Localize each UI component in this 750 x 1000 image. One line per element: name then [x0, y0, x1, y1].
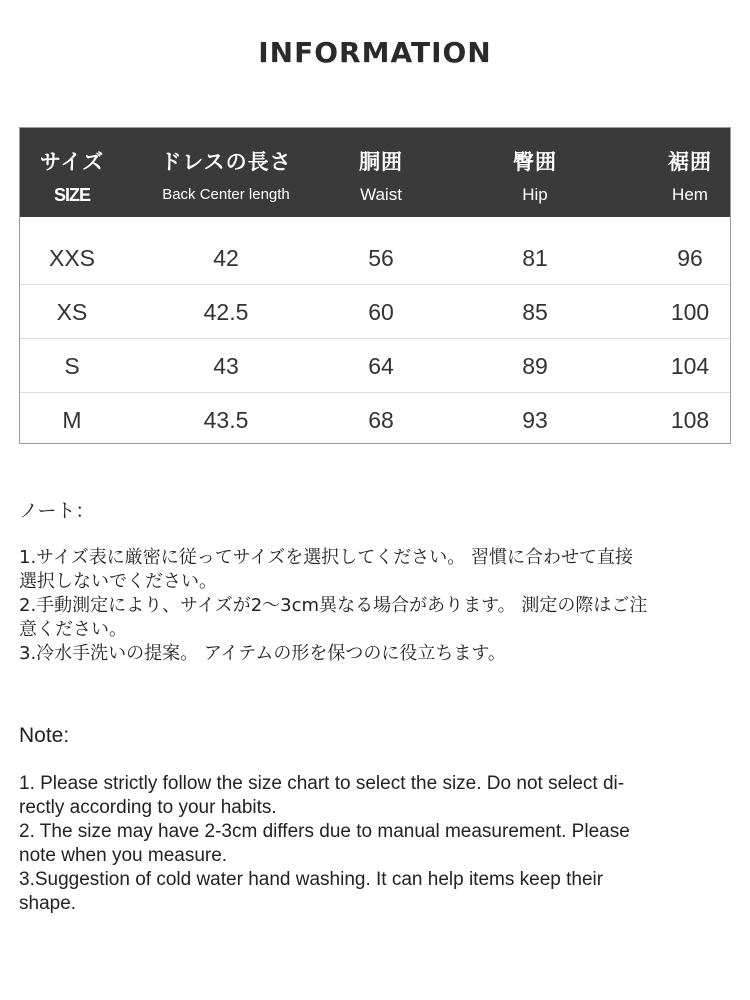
jp-note-line: 意ください。	[19, 619, 127, 640]
en-note-line: note when you measure.	[19, 845, 228, 866]
cell-hip: 81	[522, 245, 548, 271]
table-row	[20, 393, 730, 447]
cell-waist: 68	[368, 407, 394, 433]
table-header	[20, 128, 730, 217]
page-title: INFORMATION	[258, 36, 492, 69]
header-length	[124, 128, 328, 217]
header-size	[20, 128, 124, 217]
cell-size: S	[64, 353, 80, 379]
header-waist-jp: 胴囲	[359, 150, 403, 174]
cell-length: 42.5	[203, 299, 249, 325]
en-note-heading: Note:	[19, 724, 70, 747]
cell-hem: 100	[670, 299, 710, 325]
en-note-line: shape.	[19, 893, 77, 914]
header-hip-en: Hip	[522, 185, 548, 204]
cell-hem: 96	[677, 245, 703, 271]
en-note-line: rectly according to your habits.	[19, 797, 277, 818]
table-row	[20, 285, 730, 339]
header-hem-jp: 裾囲	[668, 150, 712, 174]
cell-length: 42	[213, 245, 239, 271]
header-hem-en: Hem	[672, 185, 708, 204]
header-size-en: SIZE	[53, 185, 90, 205]
cell-hip: 85	[522, 299, 548, 325]
header-waist	[328, 128, 434, 217]
cell-waist: 64	[368, 353, 394, 379]
cell-size: XXS	[48, 245, 96, 271]
header-length-en: Back Center length	[162, 186, 290, 203]
table-row	[20, 231, 730, 285]
jp-note-line: 選択しないでください。	[19, 571, 217, 592]
header-size-jp: サイズ	[39, 150, 105, 174]
jp-note-heading: ノート：	[19, 500, 95, 522]
cell-hem: 104	[670, 353, 710, 379]
cell-waist: 60	[368, 299, 394, 325]
size-chart-table	[19, 127, 731, 444]
cell-hem: 108	[670, 407, 710, 433]
header-hip-jp: 臀囲	[513, 150, 557, 174]
header-hem	[636, 128, 744, 217]
header-hip	[434, 128, 636, 217]
jp-note-line: 2.手動測定により、サイズが2〜3cm異なる場合があります。 測定の際はご注	[19, 595, 648, 616]
en-note-line: 3.Suggestion of cold water hand washing. It can help items keep their	[19, 869, 604, 890]
header-length-jp: ドレスの長さ	[160, 150, 292, 174]
jp-note-line: 1.サイズ表に厳密に従ってサイズを選択してください。 習慣に合わせて直接	[19, 547, 634, 568]
cell-size: M	[62, 407, 82, 433]
cell-size: XS	[56, 299, 88, 325]
jp-note-list	[19, 546, 731, 666]
en-note-list	[19, 772, 731, 916]
jp-note-line: 3.冷水手洗いの提案。 アイテムの形を保つのに役立ちます。	[19, 643, 506, 664]
table-row	[20, 339, 730, 393]
cell-hip: 93	[522, 407, 548, 433]
cell-hip: 89	[522, 353, 548, 379]
en-note-line: 2. The size may have 2-3cm differs due to manual measurement. Please	[19, 821, 630, 842]
en-note-line: 1. Please strictly follow the size chart to select the size. Do not select di-	[19, 773, 625, 794]
cell-length: 43.5	[203, 407, 249, 433]
header-waist-en: Waist	[360, 185, 402, 204]
cell-length: 43	[213, 353, 239, 379]
cell-waist: 56	[368, 245, 394, 271]
